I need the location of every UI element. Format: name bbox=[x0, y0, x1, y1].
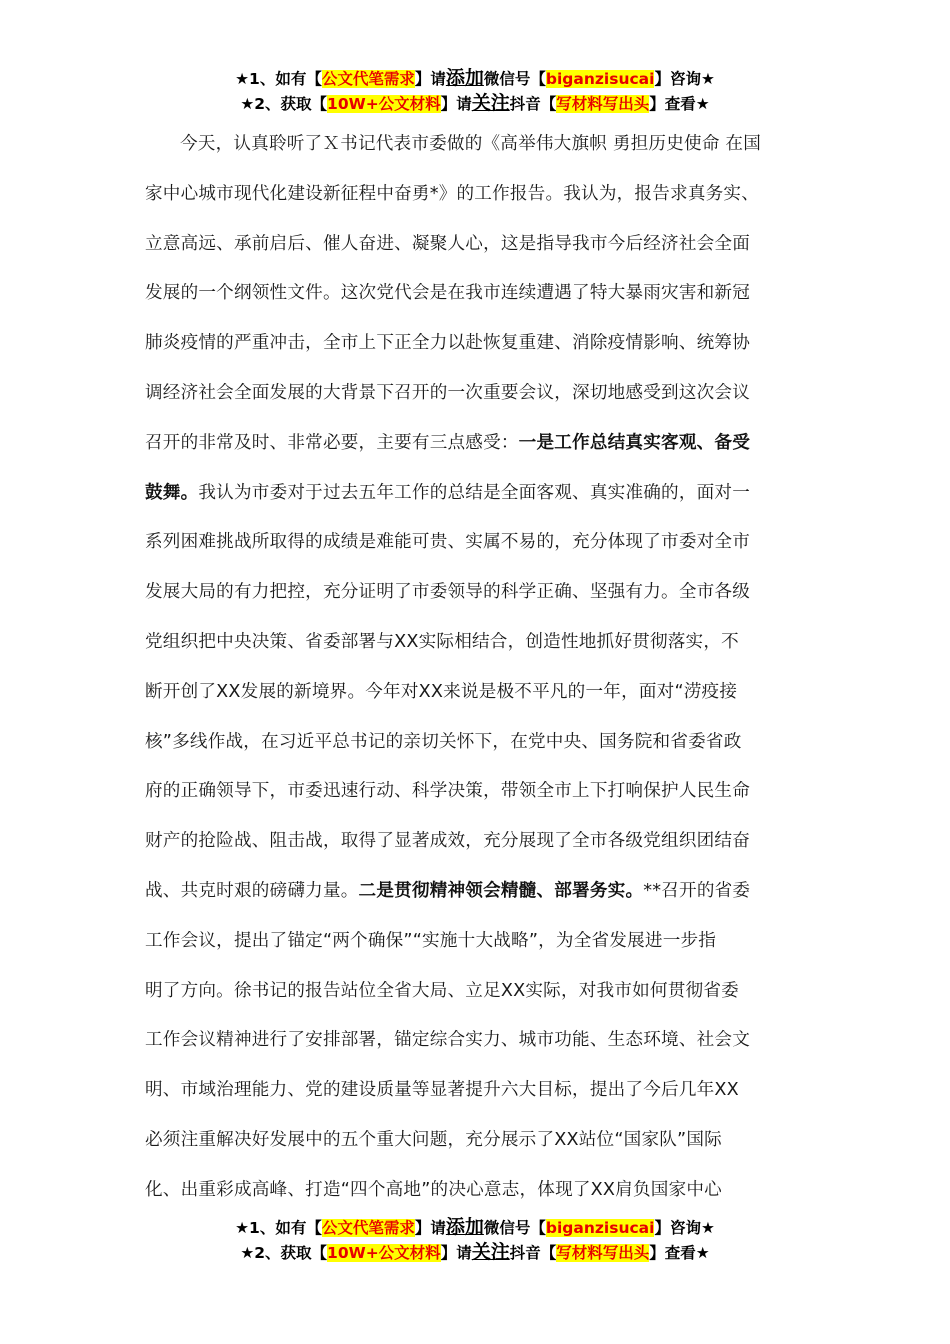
text-line: 家中心城市现代化建设新征程中奋勇*》的工作报告。我认为，报告求真务实、 bbox=[145, 183, 759, 204]
highlight-text: 10W+公文材料 bbox=[327, 95, 441, 113]
wechat-id: biganzisucai bbox=[545, 70, 655, 88]
text-line: 明了方向。徐书记的报告站位全省大局、立足XX实际，对我市如何贯彻省委 bbox=[145, 980, 739, 1001]
text-line: 断开创了XX发展的新境界。今年对XX来说是极不平凡的一年，面对“涝疫接 bbox=[145, 681, 738, 702]
promo-line-1: ★1、如有【公文代笔需求】请添加微信号【biganzisucai】咨询★ bbox=[235, 1216, 715, 1238]
wechat-id: biganzisucai bbox=[545, 1219, 655, 1237]
promo-banner-top bbox=[0, 66, 950, 116]
promo-line-1: ★1、如有【公文代笔需求】请添加微信号【biganzisucai】咨询★ bbox=[235, 67, 715, 89]
highlight-text: 公文代笔需求 bbox=[321, 70, 415, 88]
text-line: 战、共克时艰的磅礴力量。二是贯彻精神领会精髓、部署务实。**召开的省委 bbox=[145, 880, 751, 901]
text-line: 核”多线作战，在习近平总书记的亲切关怀下，在党中央、国务院和省委省政 bbox=[145, 731, 742, 752]
text-line: 调经济社会全面发展的大背景下召开的一次重要会议，深切地感受到这次会议 bbox=[145, 382, 750, 403]
text-line: 肺炎疫情的严重冲击，全市上下正全力以赴恢复重建、消除疫情影响、统筹协 bbox=[145, 333, 750, 354]
text-line: 召开的非常及时、非常必要，主要有三点感受：一是工作总结真实客观、备受 bbox=[145, 432, 750, 453]
bold-heading: 鼓舞。 bbox=[145, 482, 199, 503]
highlight-text: 公文代笔需求 bbox=[321, 1219, 415, 1237]
document-body bbox=[145, 120, 805, 1216]
text-line: 发展大局的有力把控，充分证明了市委领导的科学正确、坚强有力。全市各级 bbox=[145, 582, 750, 603]
text-line: 工作会议，提出了锚定“两个确保”“实施十大战略”，为全省发展进一步指 bbox=[145, 930, 717, 951]
bold-heading: 一是工作总结真实客观、备受 bbox=[518, 432, 750, 453]
text-line: 明、市域治理能力、党的建设质量等显著提升六大目标，提出了今后几年XX bbox=[145, 1080, 739, 1101]
bold-heading: 二是贯彻精神领会精髓、部署务实。 bbox=[358, 880, 644, 901]
douyin-account: 写材料写出头 bbox=[556, 1244, 650, 1262]
promo-line-2: ★2、获取【10W+公文材料】请关注抖音【写材料写出头】查看★ bbox=[240, 92, 710, 114]
text-line: 系列困难挑战所取得的成绩是难能可贵、实属不易的，充分体现了市委对全市 bbox=[145, 532, 750, 553]
text-line: 财产的抢险战、阻击战，取得了显著成效，充分展现了全市各级党组织团结奋 bbox=[145, 831, 750, 852]
text-line: 立意高远、承前启后、催人奋进、凝聚人心，这是指导我市今后经济社会全面 bbox=[145, 233, 750, 254]
promo-banner-bottom bbox=[0, 1215, 950, 1265]
text-line: 党组织把中央决策、省委部署与XX实际相结合，创造性地抓好贯彻落实，不 bbox=[145, 631, 739, 652]
text-line: 今天，认真聆听了Ｘ书记代表市委做的《高举伟大旗帜 勇担历史使命 在国 bbox=[180, 134, 761, 154]
promo-line-2: ★2、获取【10W+公文材料】请关注抖音【写材料写出头】查看★ bbox=[240, 1241, 710, 1263]
text-line: 发展的一个纲领性文件。这次党代会是在我市连续遭遇了特大暴雨灾害和新冠 bbox=[145, 283, 750, 304]
highlight-text: 10W+公文材料 bbox=[327, 1244, 441, 1262]
text-line: 工作会议精神进行了安排部署，锚定综合实力、城市功能、生态环境、社会文 bbox=[145, 1030, 750, 1051]
text-line: 必须注重解决好发展中的五个重大问题，充分展示了XX站位“国家队”国际 bbox=[145, 1129, 722, 1150]
text-line: 府的正确领导下，市委迅速行动、科学决策，带领全市上下打响保护人民生命 bbox=[145, 781, 750, 802]
douyin-account: 写材料写出头 bbox=[556, 95, 650, 113]
text-line: 鼓舞。我认为市委对于过去五年工作的总结是全面客观、真实准确的，面对一 bbox=[145, 482, 751, 503]
text-line: 化、出重彩成高峰、打造“四个高地”的决心意志，体现了XX肩负国家中心 bbox=[145, 1179, 722, 1200]
